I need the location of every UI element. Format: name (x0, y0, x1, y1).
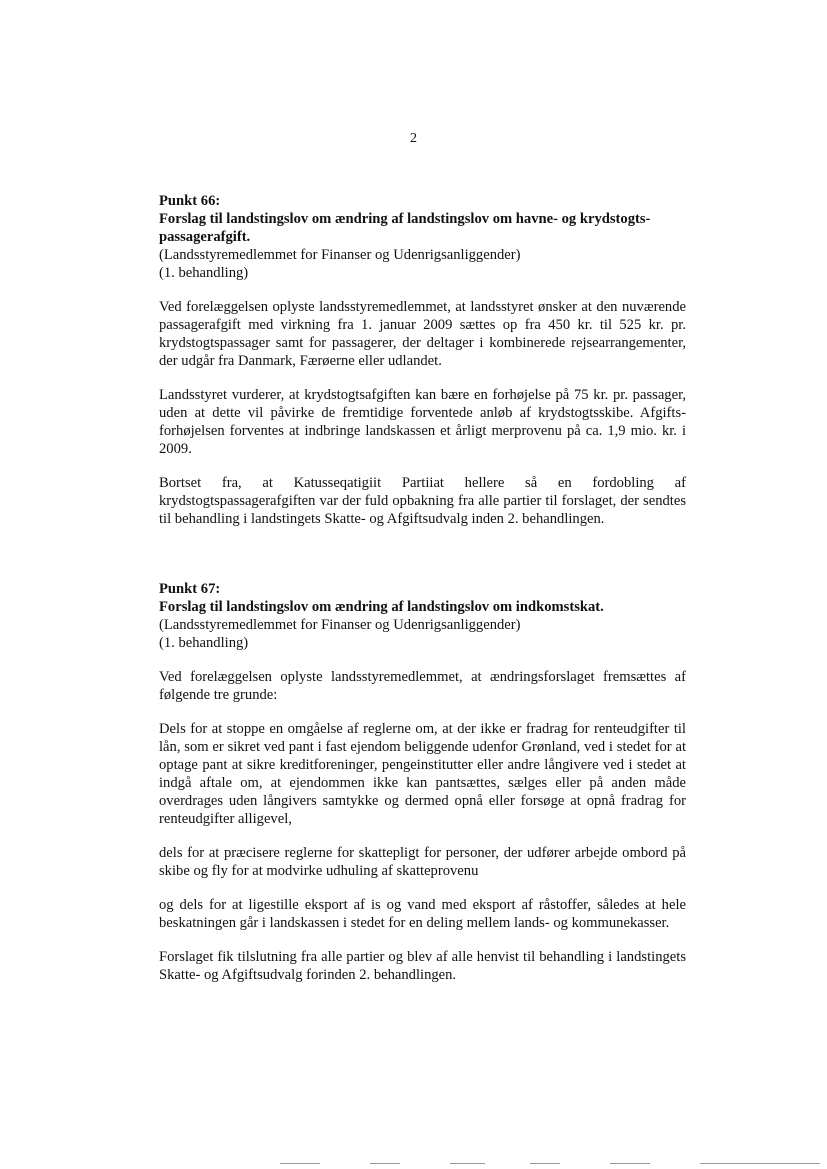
paragraph: Landsstyret vurderer, at krydstogtsafgiften kan bære en forhøjelse på 75 kr. pr. passager, uden at dette vil påvirke de fremtidige forventede anløb af krydstogtsskibe. Afgifts-forhøjelsen forventes at indbringe landskassen et årligt merprovenu på ca. 1,9 mio. kr. i 2009. (159, 387, 686, 457)
section-number: Punkt 66: (159, 193, 221, 209)
paragraph: Ved forelæggelsen oplyste landsstyremedlemmet, at ændringsforslaget fremsættes af følgende tre grunde: (159, 669, 686, 703)
section-responsible: (Landsstyremedlemmet for Finanser og Udenrigsanliggender) (159, 247, 521, 263)
scan-line (370, 1163, 400, 1164)
scan-line (530, 1163, 560, 1164)
section-reading: (1. behandling) (159, 265, 249, 281)
scan-line (610, 1163, 650, 1164)
section-punkt-66 (159, 192, 686, 528)
scan-edge-artifacts (280, 1163, 827, 1167)
page-number: 2 (410, 131, 417, 146)
scan-line (450, 1163, 485, 1164)
section-title: Forslag til landstingslov om ændring af landstingslov om indkomstskat. (159, 599, 604, 615)
paragraph: Forslaget fik tilslutning fra alle partier og blev af alle henvist til behandling i landstingets Skatte- og Afgiftsudvalg forinden 2. behandlingen. (159, 949, 686, 983)
section-punkt-67 (159, 580, 686, 984)
paragraph: dels for at præcisere reglerne for skattepligt for personer, der udfører arbejde ombord på skibe og fly for at modvirke udhuling af skatteprovenu (159, 845, 686, 879)
section-reading: (1. behandling) (159, 635, 249, 651)
paragraph: Bortset fra, at Katusseqatigiit Partiiat hellere så en fordobling af krydstogtspassagerafgiften var der fuld opbakning fra alle partier til forslaget, der sendtes til behandling i landstingets Skatte- og Afgiftsudvalg inden 2. behandlingen. (159, 475, 686, 527)
scan-line (700, 1163, 820, 1164)
section-number: Punkt 67: (159, 581, 221, 597)
paragraph: Ved forelæggelsen oplyste landsstyremedlemmet, at landsstyret ønsker at den nuværende passagerafgift med virkning fra 1. januar 2009 sættes op fra 450 kr. til 525 kr. pr. krydstogtspassager samt for passagerer, der deltager i kombinerede rejsearrangementer, der udgår fra Danmark, Færøerne eller udlandet. (159, 299, 686, 369)
document-body (159, 192, 686, 984)
scan-line (280, 1163, 320, 1164)
section-responsible: (Landsstyremedlemmet for Finanser og Udenrigsanliggender) (159, 617, 521, 633)
paragraph: og dels for at ligestille eksport af is og vand med eksport af råstoffer, således at hele beskatningen går i landskassen i stedet for en deling mellem lands- og kommunekasser. (159, 897, 686, 931)
paragraph: Dels for at stoppe en omgåelse af reglerne om, at der ikke er fradrag for renteudgifter til lån, som er sikret ved pant i fast ejendom beliggende udenfor Grønland, ved i stedet for at optage pant at sikre kreditforeninger, pengeinstitutter eller andre långivere ved i stedet at indgå aftale om, at ejendommen ikke kan pantsættes, sælges eller på anden måde overdrages uden långivers samtykke og dermed opnå eller forsøge at opnå fradrag for renteudgifter alligevel, (159, 721, 686, 827)
section-title: Forslag til landstingslov om ændring af landstingslov om havne- og krydstogts-passagerafgift. (159, 211, 651, 245)
